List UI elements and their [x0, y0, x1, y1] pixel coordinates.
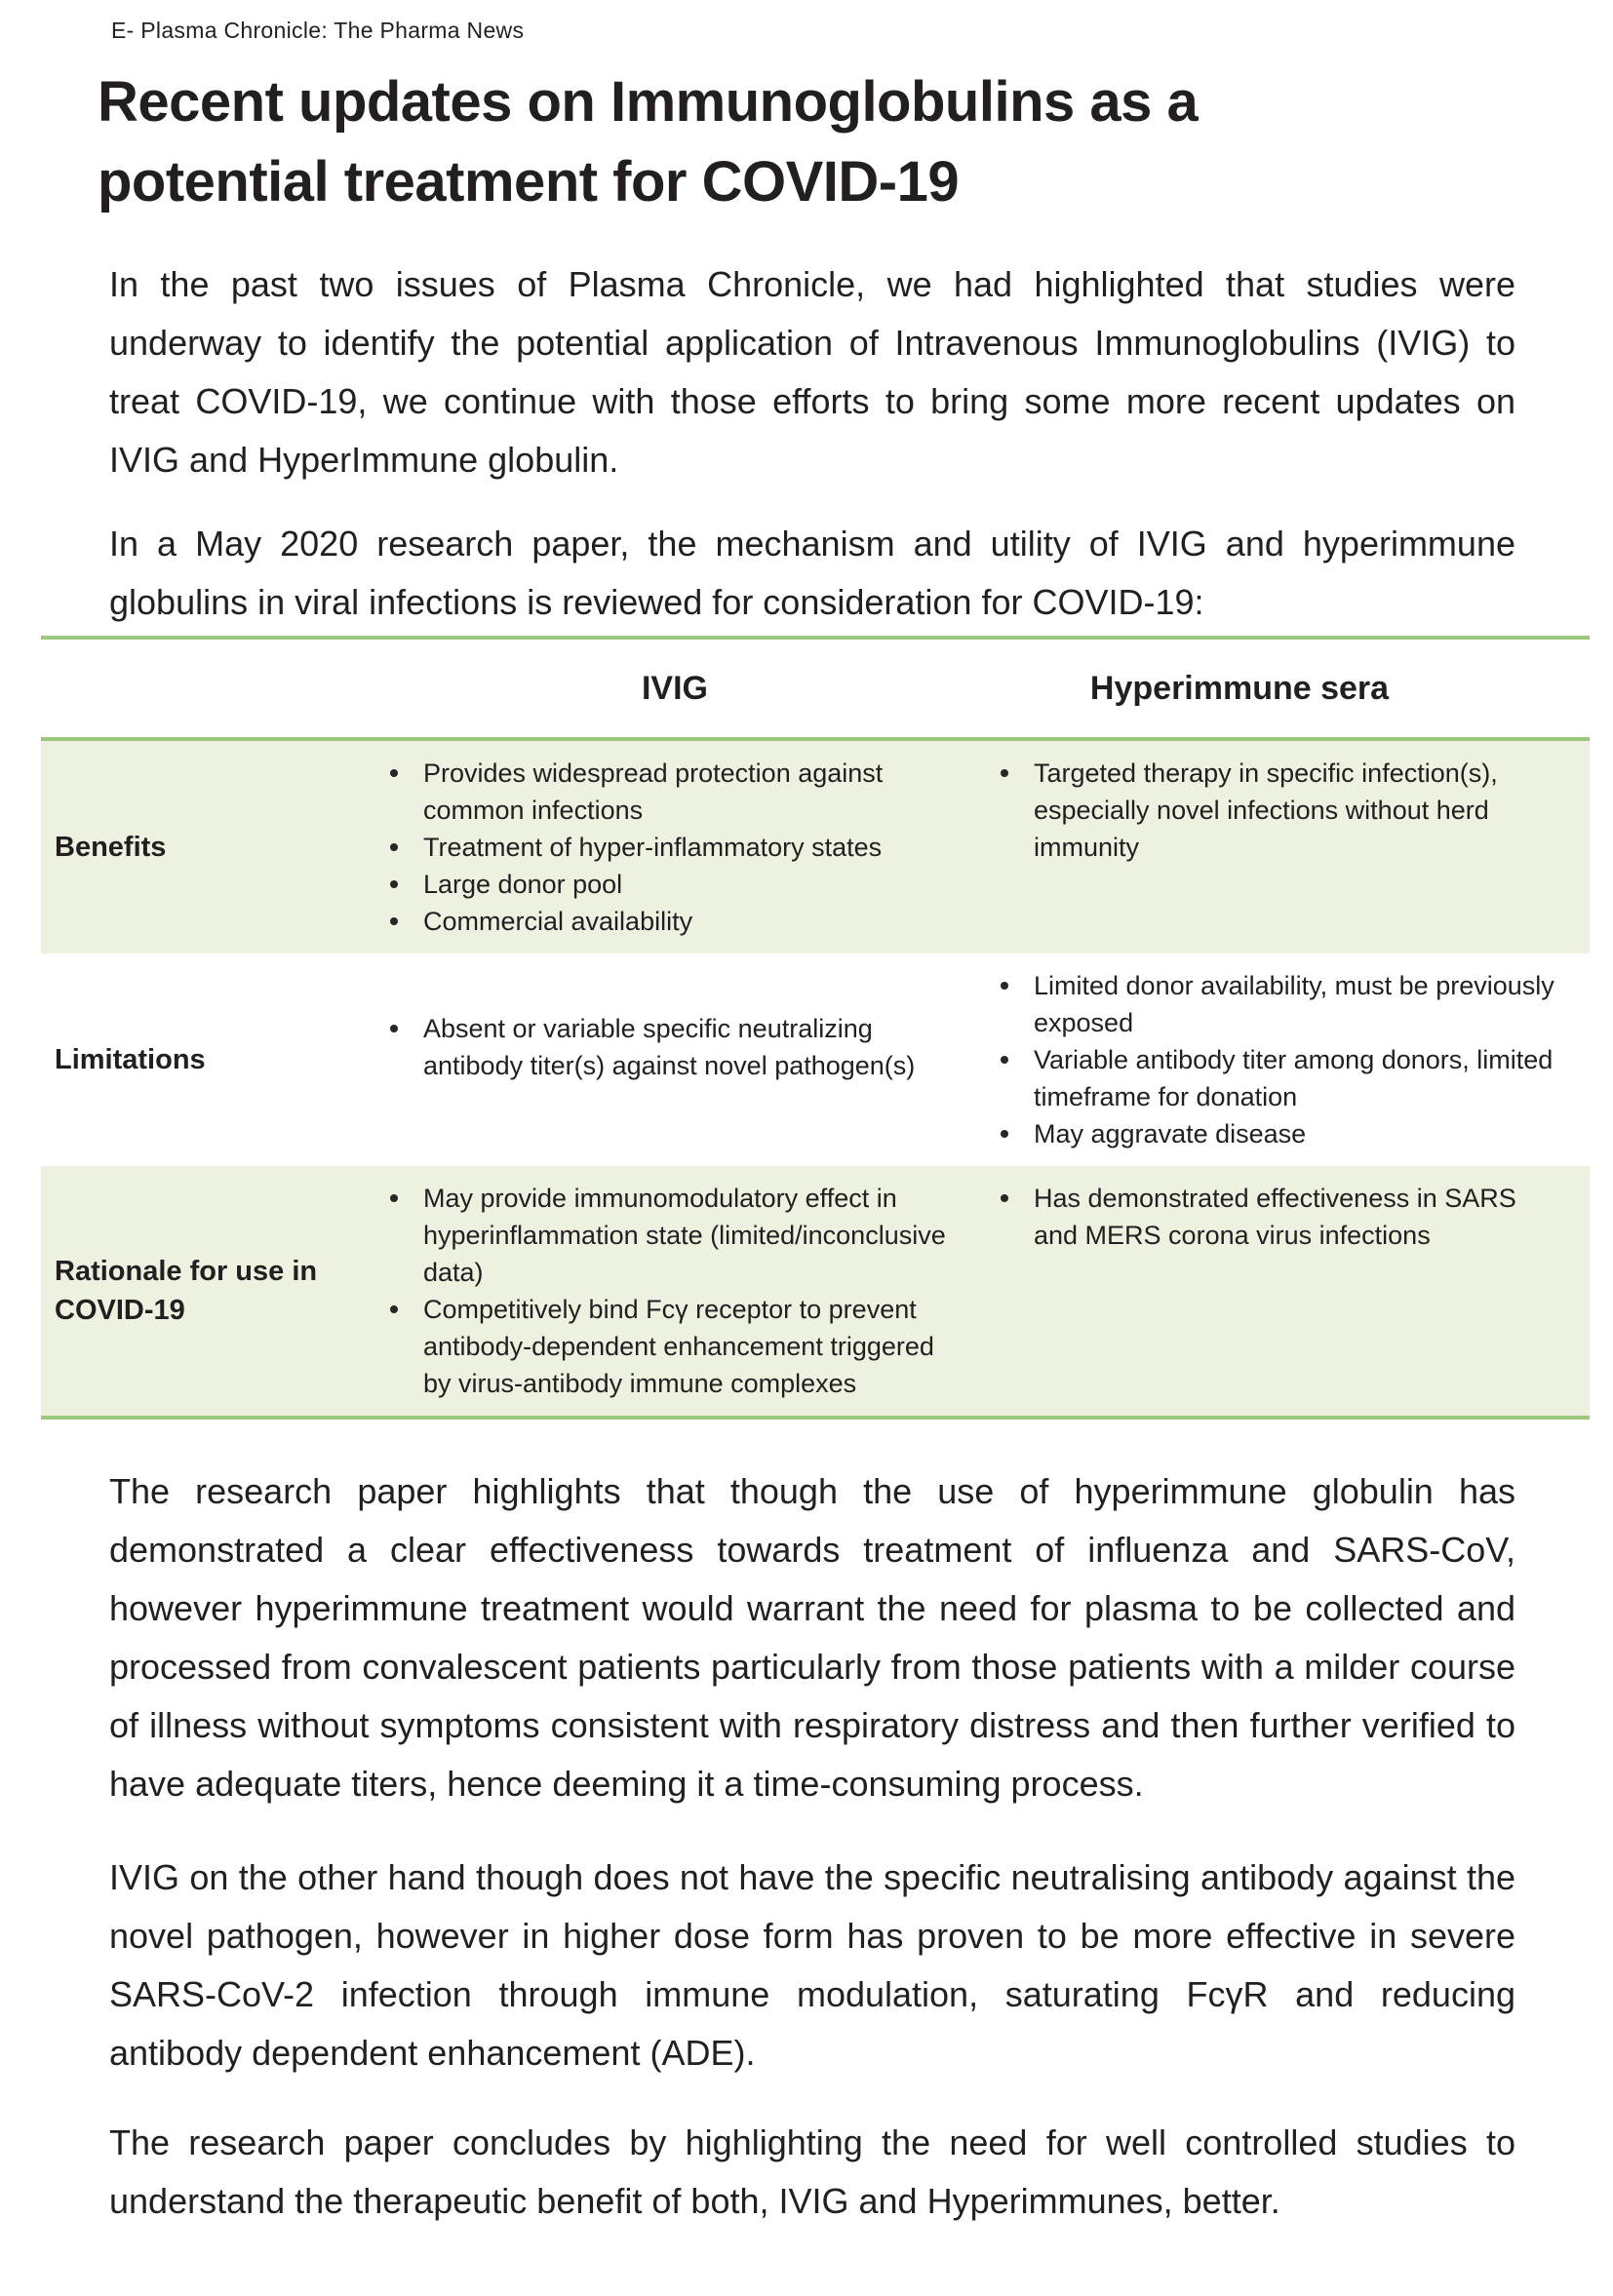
- benefits-hyper-cell: [977, 741, 1590, 953]
- intro-paragraph-1: In the past two issues of Plasma Chronicle, we had highlighted that studies were underway to identify the potential application of Intravenous Immunoglobulins (IVIG) to treat COVID-19, we continue with those efforts to bring some more recent updates on IVIG and HyperImmune globulin.: [109, 264, 1515, 480]
- limitations-ivig-cell: [373, 953, 977, 1166]
- bullet-item: Treatment of hyper-inflammatory states: [382, 829, 962, 866]
- closing-paragraph-2: IVIG on the other hand though does not have the specific neutralising antibody against the novel pathogen, however in higher dose form has proven to be more effective in severe SARS-CoV-2 infection through immune modulation, saturating FcγR and reducing antibody dependent enhancement (ADE).: [109, 1857, 1515, 2073]
- benefits-ivig-bullet-list: [373, 755, 977, 940]
- table-header-row: [41, 640, 1590, 741]
- bullet-item: Has demonstrated effectiveness in SARS and MERS corona virus infections: [993, 1180, 1560, 1254]
- bullet-item: Large donor pool: [382, 866, 962, 903]
- table-header-hyperimmune-sera: Hyperimmune sera: [1089, 669, 1390, 707]
- rationale-hyper-bullet-list: [977, 1180, 1590, 1254]
- table-row-limitations: [41, 953, 1590, 1166]
- bullet-item: Absent or variable specific neutralizing antibody titer(s) against novel pathogen(s): [382, 1010, 962, 1084]
- masthead: E- Plasma Chronicle: The Pharma News: [111, 18, 525, 43]
- bullet-item: Targeted therapy in specific infection(s), especially novel infections without herd immunity: [993, 755, 1560, 866]
- bullet-item: Competitively bind Fcγ receptor to prevent antibody-dependent enhancement triggered by virus-antibody immune complexes: [382, 1291, 962, 1402]
- row-label-benefits: [41, 741, 373, 953]
- bullet-item: Provides widespread protection against common infections: [382, 755, 962, 829]
- comparison-table: [41, 636, 1590, 1420]
- bullet-item: Commercial availability: [382, 903, 962, 940]
- bullet-item: May provide immunomodulatory effect in hyperinflammation state (limited/inconclusive data): [382, 1180, 962, 1291]
- row-label-text: Rationale for use in COVID-19: [55, 1256, 318, 1326]
- benefits-hyper-bullet-list: [977, 755, 1590, 866]
- closing-paragraph-1: The research paper highlights that though the use of hyperimmune globulin has demonstrated a clear effectiveness towards treatment of influenza and SARS-CoV, however hyperimmune treatment would warrant the need for plasma to be collected and processed from convalescent patients particularly from those patients with a milder course of illness without symptoms consistent with respiratory distress and then further verified to have adequate titers, hence deeming it a time-consuming process.: [109, 1471, 1515, 1804]
- limitations-ivig-bullet-list: [373, 1010, 977, 1084]
- rationale-ivig-cell: [373, 1166, 977, 1416]
- bullet-item: May aggravate disease: [993, 1115, 1560, 1152]
- benefits-ivig-cell: [373, 741, 977, 953]
- closing-paragraph-3: The research paper concludes by highlighting the need for well controlled studies to understand the therapeutic benefit of both, IVIG and Hyperimmunes, better.: [109, 2122, 1515, 2221]
- row-label-limitations: [41, 953, 373, 1166]
- table-row-benefits: [41, 741, 1590, 953]
- rationale-ivig-bullet-list: [373, 1180, 977, 1402]
- limitations-hyper-bullet-list: [977, 967, 1590, 1152]
- row-label-text: Limitations: [55, 1044, 206, 1075]
- table-row-rationale: [41, 1166, 1590, 1416]
- table-header-empty: [41, 640, 373, 737]
- bullet-item: Limited donor availability, must be previously exposed: [993, 967, 1560, 1041]
- rationale-hyper-cell: [977, 1166, 1590, 1416]
- table-header-ivig: IVIG: [641, 669, 709, 707]
- row-label-text: Benefits: [55, 832, 167, 863]
- bullet-item: Variable antibody titer among donors, limited timeframe for donation: [993, 1041, 1560, 1115]
- limitations-hyper-cell: [977, 953, 1590, 1166]
- row-label-rationale: [41, 1166, 373, 1416]
- intro-paragraph-2: In a May 2020 research paper, the mechanism and utility of IVIG and hyperimmune globulins in viral infections is reviewed for consideration for COVID-19:: [109, 524, 1515, 622]
- page-title: Recent updates on Immunoglobulins as a potential treatment for COVID-19: [98, 70, 1199, 214]
